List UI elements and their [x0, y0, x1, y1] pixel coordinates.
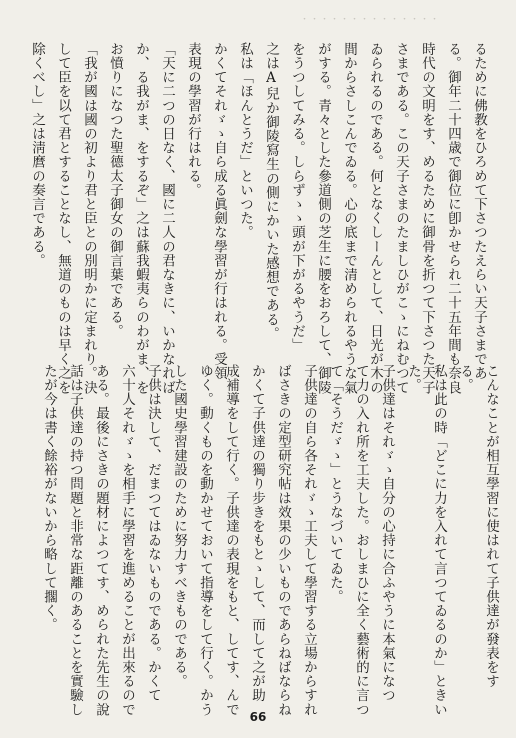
text-column: て力の入れ所を工夫した。おしまひに全く藝術的に言つ [353, 364, 369, 717]
text-column: ある。最後にさきの題材によつてす、められた先生の說 [93, 364, 109, 717]
text-column: がする。青々とした參道側の芝生に腰をおろして、御陵 [315, 42, 331, 395]
text-column: 話は子供達の持つ問題と非常な距離のあることを實驗し [67, 364, 83, 717]
text-column: るために佛教をひろめて下さつたえらい天子さまであ [471, 42, 487, 381]
text-column: 子供達はそれゞゝ自分の心持に合ふやうに本氣になつ [379, 364, 395, 703]
text-column: る。 [457, 364, 473, 393]
page-number: 66 [249, 710, 267, 724]
upper-text-block [29, 42, 492, 395]
text-column: か、る我がま、をするぞ」之は蘇我蝦夷らのわがま、を [133, 42, 149, 395]
text-column: 「天に二つの日なく、國に二人の君なきに、いかなれば [159, 42, 175, 395]
text-column: かくて子供達の獨り步きをもとゝして、而して之が助 [249, 364, 265, 703]
text-column: 間からさしこんでゐる。心の底まで清められるやうな氣 [341, 42, 357, 395]
text-column: て「そうだゞゝ」とうなづいてゐた。 [327, 364, 343, 604]
text-column: 成補導をして行く。子供達の表現をもと、してす、んで [223, 364, 239, 717]
text-column: 私は「ほんとうだ」といつた。 [237, 42, 253, 240]
text-column: 「我が國は國の初より君と臣との別明かに定まれり。決 [81, 42, 97, 395]
text-column: る。御年二十四歳で御位に卽かせられ二十五年間も奈良 [445, 42, 461, 395]
text-column: して臣を以て君とすることなし、無道のものは早く之を [55, 42, 71, 395]
text-column: こんなことが相互學習に使はれて子供達が發表をす [483, 364, 499, 689]
text-column: 私は此の時「どこに力を入れて言つてゐるのか」ときい [431, 364, 447, 717]
text-column: 除くべし」之は淸麿の奏言である。 [29, 42, 45, 268]
text-column: たが今は書く餘裕がないから略して擱く。 [41, 364, 57, 632]
text-column: 之はA兒か御陵寫生の側にかいた感想である。 [263, 42, 279, 341]
text-column: ばさきの定型研究帖は效果の少いものであらねばならね [275, 364, 291, 717]
text-column: ゆく。動くものを動かせておいて指導をして行く。かう [197, 364, 213, 717]
faded-header: ・・・・・・・・・・・・・・ [300, 15, 441, 24]
text-column: 子供は決して、だまつてはゐないものである。かくて [145, 364, 161, 703]
text-column: 表現の學習が行はれる。 [185, 42, 201, 198]
text-column: ゐられるのである。何となくしーんとして、日光が木の [367, 42, 383, 395]
text-column: 六十人それゞゝを相手に學習を進めることが出來るので [119, 364, 135, 717]
text-column: た。 [405, 364, 421, 393]
text-column: 時代の文明をす、めるために御骨を折つて下さつた天子 [419, 42, 435, 395]
text-column: さまである。この天子さまのたましひがこゝにねむつて [393, 42, 409, 395]
text-column: 子供達の自ら各それゞゝ工夫して學習する立場からすれ [301, 364, 317, 717]
text-column: した國史學習建設のために努力すべきものである。 [171, 364, 187, 689]
text-column: をうつしてみる。しらずゝゝ頭が下がるやうだ」 [289, 42, 305, 353]
text-column: かくてそれゞゝ自ら成る眞劍な學習が行はれる。受領 [211, 42, 227, 381]
text-column: お憤りになつた聖德太子御女の御言葉である。 [107, 42, 123, 339]
